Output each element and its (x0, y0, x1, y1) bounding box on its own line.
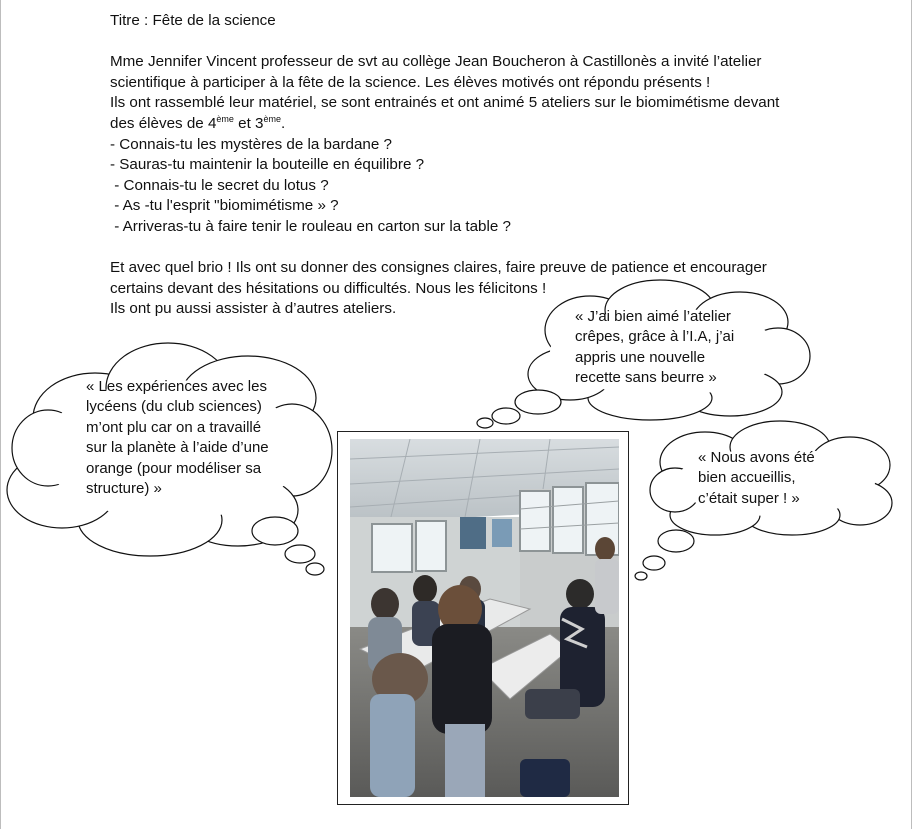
quote-line: lycéens (du club sciences) (86, 398, 262, 416)
paragraph-line: scientifique à participer à la fête de la science. Les élèves motivés ont répondu présents ! (110, 73, 711, 91)
quote-line: recette sans beurre » (575, 369, 717, 387)
workshop-item: - Sauras-tu maintenir la bouteille en équilibre ? (110, 156, 425, 174)
quote-line: bien accueillis, (698, 469, 796, 487)
superscript: ème (263, 113, 281, 124)
workshop-item: - As -tu l'esprit "biomimétisme » ? (110, 197, 339, 215)
quote-line: orange (pour modéliser sa (86, 459, 262, 477)
photo-frame (337, 431, 629, 805)
quote-line: « Nous avons été (698, 449, 815, 466)
document-title: Titre : Fête de la science (110, 12, 276, 29)
paragraph-line: Et avec quel brio ! Ils ont su donner des consignes claires, faire preuve de patience et encourager (110, 259, 767, 277)
quote-line: c’était super ! » (698, 489, 800, 507)
quote-line: m’ont plu car on a travaillé (86, 418, 262, 436)
quote-line: structure) » (86, 480, 162, 498)
paragraph-line: Ils ont pu aussi assister à d’autres ateliers. (110, 300, 397, 318)
classroom-photo (350, 439, 619, 797)
text-run: des élèves de 4 (110, 114, 217, 132)
quote-line: crêpes, grâce à l’I.A, j’ai (575, 328, 735, 346)
quote-line: « Les expériences avec les (86, 378, 267, 395)
quote-line: « J’ai bien aimé l’atelier (575, 308, 731, 325)
quote-line: appris une nouvelle (575, 348, 706, 366)
superscript: ème (216, 113, 234, 124)
paragraph-line: certains devant des hésitations ou difficultés. Nous les félicitons ! (110, 279, 547, 297)
paragraph-line: Ils ont rassemblé leur matériel, se sont entrainés et ont animé 5 ateliers sur le biomimétisme devant (110, 94, 780, 112)
text-run: et 3 (233, 114, 264, 132)
paragraph-line: Mme Jennifer Vincent professeur de svt au collège Jean Boucheron à Castillonès a invité l’atelier (110, 53, 762, 71)
workshop-item: - Connais-tu le secret du lotus ? (110, 176, 329, 194)
quote-right (698, 448, 815, 509)
text-run: . (280, 114, 286, 132)
quote-top-right (575, 307, 734, 389)
quote-left (86, 377, 269, 499)
workshop-item: - Arriveras-tu à faire tenir le rouleau en carton sur la table ? (110, 217, 511, 235)
quote-line: sur la planète à l’aide d’une (86, 439, 269, 457)
workshop-item: - Connais-tu les mystères de la bardane ? (110, 135, 392, 153)
